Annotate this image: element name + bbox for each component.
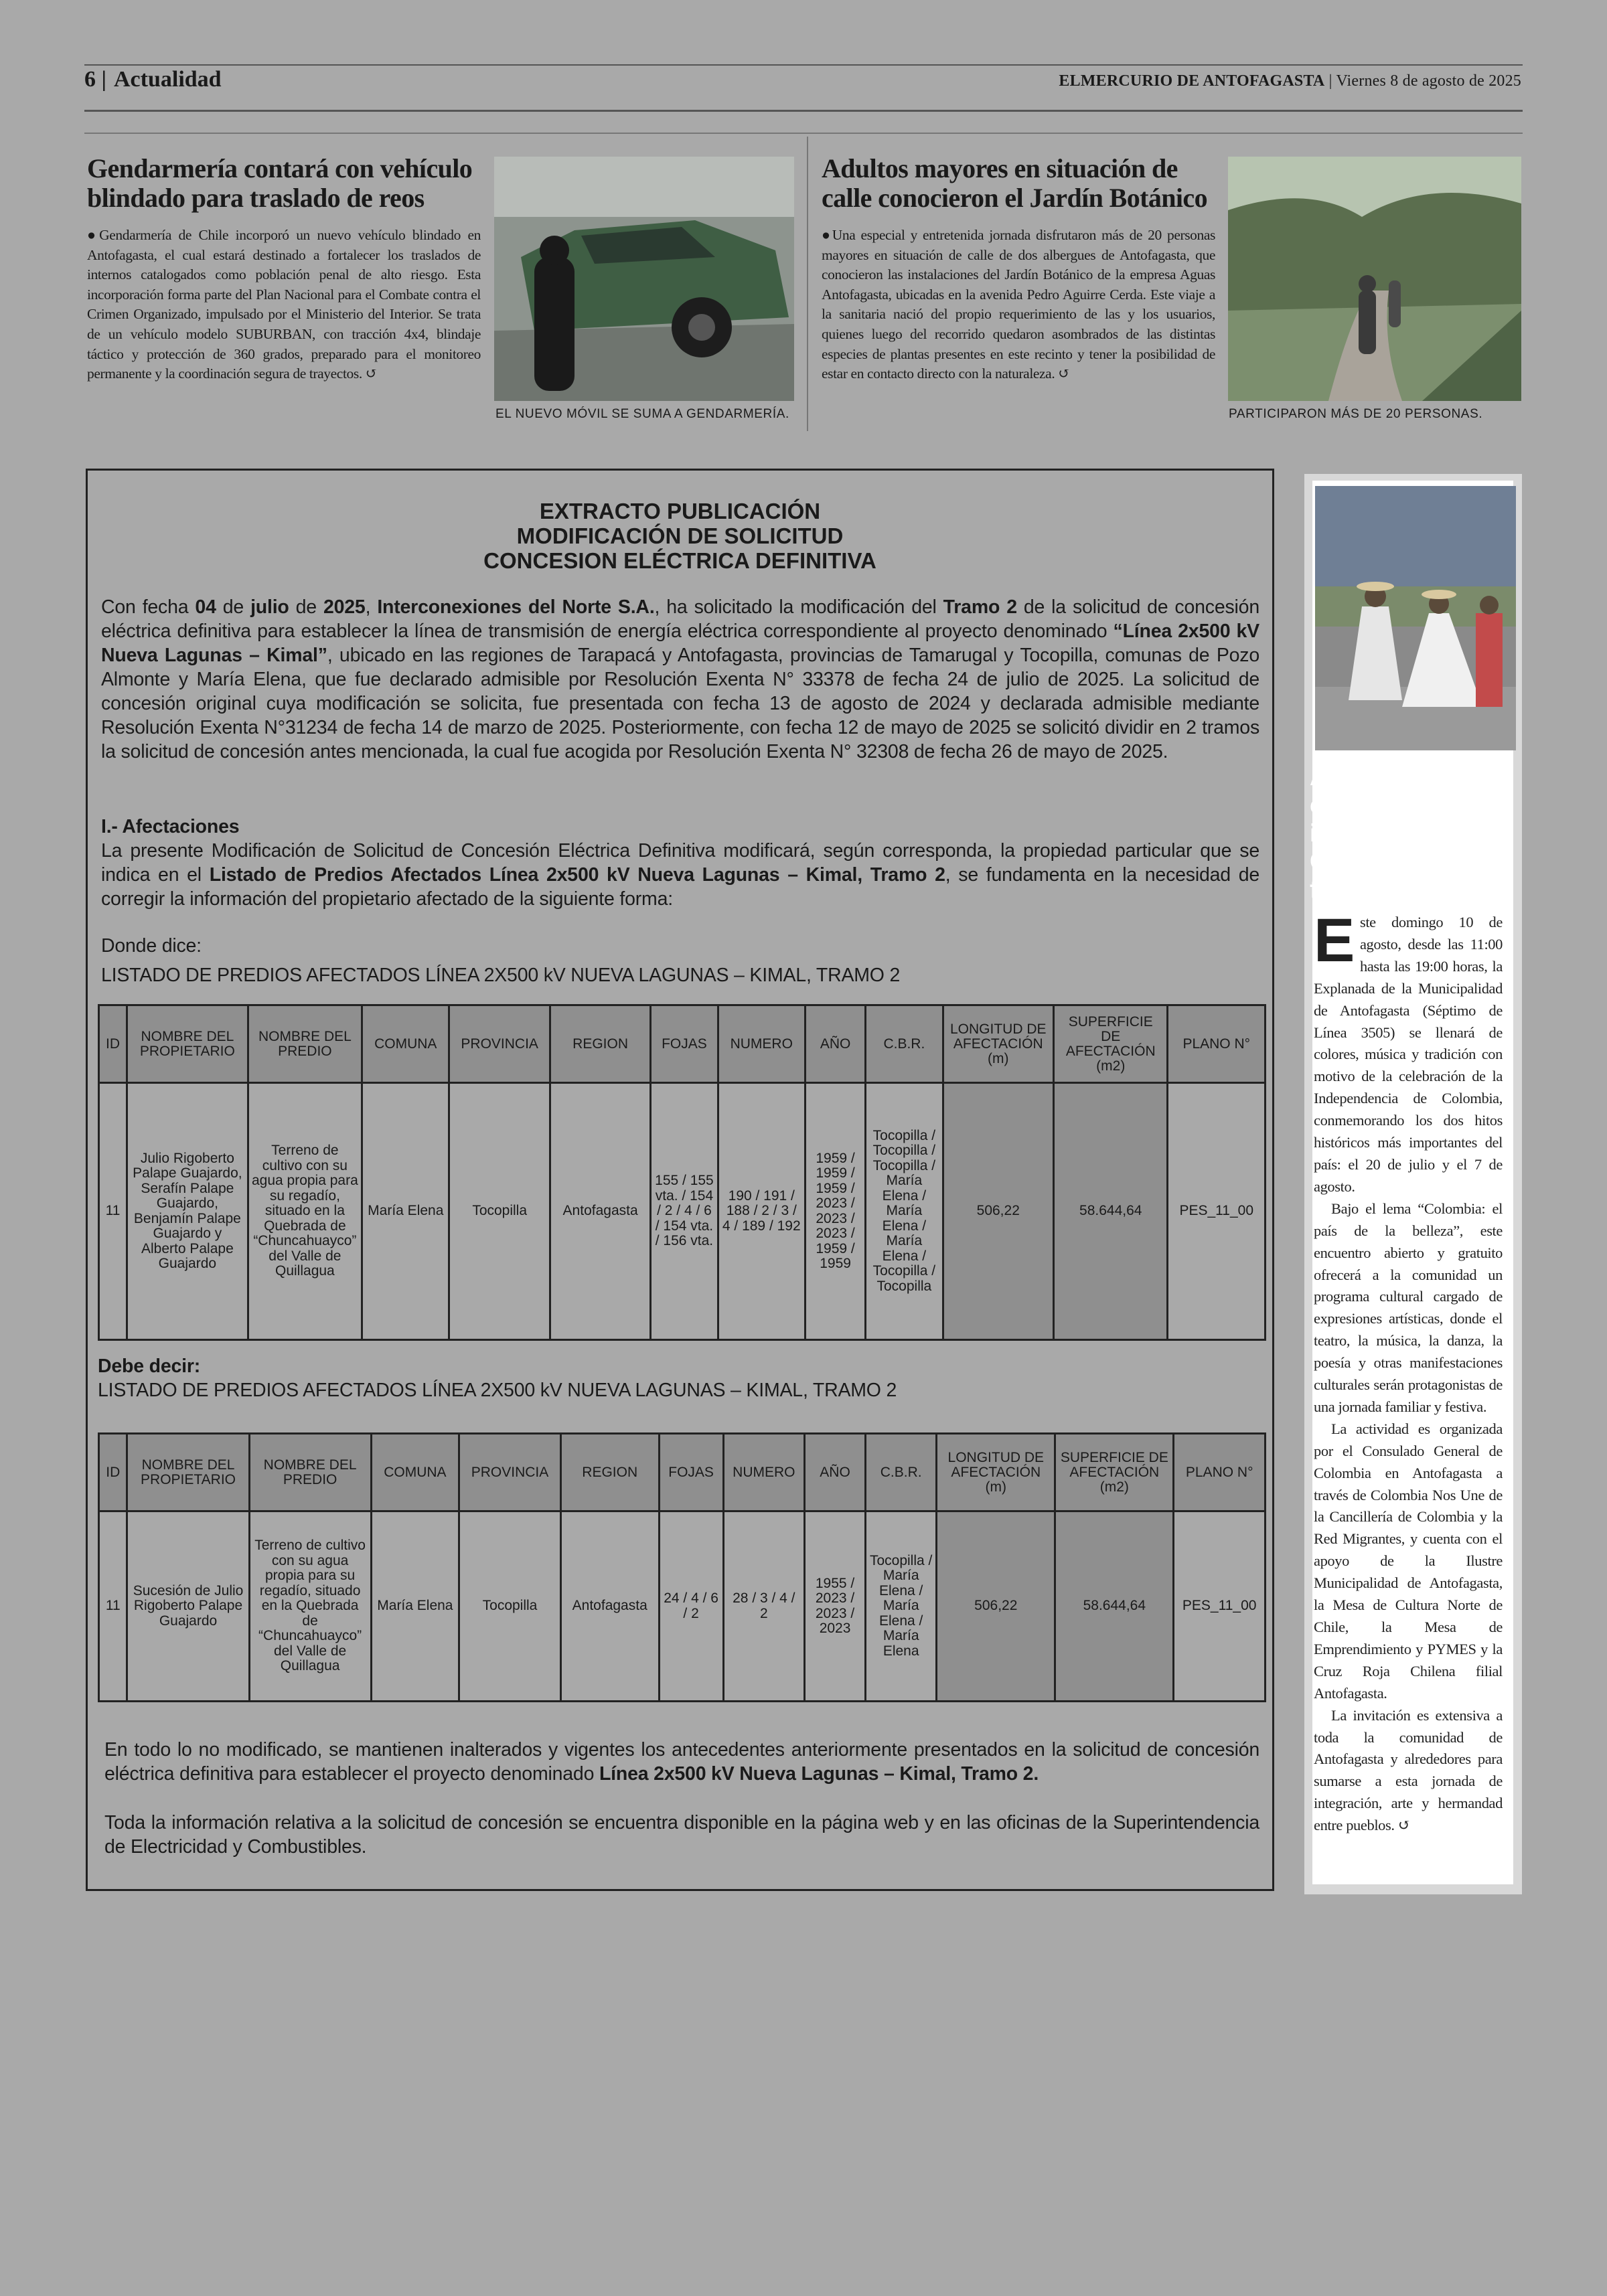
botanical-garden-photo	[1228, 157, 1521, 401]
sidebar-body: Este domingo 10 de agosto, desde las 11:00 hasta las 19:00 horas, la Explanada de la Municipalidad de Antofagasta (Séptimo de Línea 3505) se llenará de colores, música y tradición con motivo de la celebración de la Independencia de Colombia, conmemorando los dos hitos históricos más importantes del país: el 20 de julio y el 7 de agosto. Bajo el lema “Colombia: el país de la belleza”, este encuentro abierto y gratuito ofrecerá a la comunidad un programa cultural cargado de expresiones artísticas, donde el teatro, la música, la danza, la poesía y otras manifestaciones culturales serán protagonistas de una jornada familiar y festiva. La actividad es organizada por el Consulado General de Colombia en Antofagasta a través de Colombia Nos Une de la Cancillería de Colombia y la Red Migrantes, y cuenta con el apoyo de la Ilustre Municipalidad de Antofagasta, la Mesa de Cultura Norte de Chile, la Mesa de Emprendimiento y PYMES y la Cruz Roja Chilena filial Antofagasta. La invitación es extensiva a toda la comunidad de Antofagasta y alrededores para sumarse a esta jornada de integración, arte y hermandad entre pueblos. ↺	[1314, 906, 1503, 1834]
header-top-rule	[84, 64, 1523, 66]
story2-caption: PARTICIPARON MÁS DE 20 PERSONAS.	[1229, 407, 1483, 421]
table-row: 11 Sucesión de Julio Rigoberto Palape Guajardo Terreno de cultivo con su agua propia para su regadío, situado en la Quebrada de “Chuncahuayco” del Valle de Quillagua María Elena Tocopilla Antofagasta 24 / 4 / 6 / 2 28 / 3 / 4 / 2 1955 / 2023 / 2023 / 2023 Tocopilla / María Elena / María Elena / María Elena 506,22 58.644,64 PES_11_00	[99, 1511, 1266, 1702]
table-row: 11 Julio Rigoberto Palape Guajardo, Serafín Palape Guajardo, Benjamín Palape Guajardo y Alberto Palape Guajardo Terreno de cultivo con su agua propia para su regadío, situado en la Quebrada de “Chuncahuayco” del Valle de Quillagua María Elena Tocopilla Antofagasta 155 / 155 vta. / 154 / 2 / 4 / 6 / 154 vta. / 156 vta. 190 / 191 / 188 / 2 / 3 / 4 / 189 / 192 1959 / 1959 / 1959 / 2023 / 2023 / 2023 / 1959 / 1959 Tocopilla / Tocopilla / Tocopilla / María Elena / María Elena / María Elena / Tocopilla / Tocopilla 506,22 58.644,64 PES_11_00	[99, 1083, 1266, 1340]
dropcap: E	[1314, 906, 1355, 975]
end-mark-icon: ↺	[365, 365, 378, 382]
listado-title-2: LISTADO DE PREDIOS AFECTADOS LÍNEA 2X500 kV NUEVA LAGUNAS – KIMAL, TRAMO 2	[98, 1380, 897, 1401]
table-header-row: ID NOMBRE DEL PROPIETARIO NOMBRE DEL PREDIO COMUNA PROVINCIA REGION FOJAS NUMERO AÑO C.B.R. LONGITUD DE AFECTACIÓN (m) SUPERFICIE DE AFECTACIÓN (m2) PLANO N°	[99, 1005, 1266, 1083]
story1-headline: Gendarmería contará con vehículo blindado para traslado de reos	[87, 153, 473, 213]
story-divider	[807, 137, 808, 431]
story1-caption: EL NUEVO MÓVIL SE SUMA A GENDARMERÍA.	[495, 407, 789, 421]
masthead: ELMERCURIO DE ANTOFAGASTA | Viernes 8 de agosto de 2025	[1059, 72, 1521, 90]
afectaciones-text: La presente Modificación de Solicitud de Concesión Eléctrica Definitiva modificará, según corresponda, la propiedad particular que se indica en el Listado de Predios Afectados Línea 2x500 kV Nueva Lagunas – Kimal, Tramo 2, se fundamenta en la necesidad de corregir la información del propietario afectado de la siguiente forma:	[101, 840, 1259, 910]
story2-body: ●Una especial y entretenida jornada disfrutaron más de 20 personas mayores en situación de calle de dos albergues de Antofagasta, que conocieron las instalaciones del Jardín Botánico de la empresa Aguas Antofagasta, ubicadas en la avenida Pedro Aguirre Cerda. Este viaje a la sanitaria nació del propio requerimiento de las y los usuarios, quienes luego del recorrido quedaron asombrados de las distintas especies de plantas presentes en este recinto y tener la posibilidad de estar en contacto directo con la naturaleza. ↺	[822, 227, 1215, 382]
predios-table-original	[98, 1004, 1266, 1341]
sidebar-headline: Antofagasta celebra la independencia de Colombia con un festival artístico	[1310, 763, 1511, 903]
closing-paragraph-1: En todo lo no modificado, se mantienen inalterados y vigentes los antecedentes anteriormente presentados en la solicitud de concesión eléctrica definitiva para establecer el proyecto denominado Línea 2x500 kV Nueva Lagunas – Kimal, Tramo 2.	[104, 1739, 1259, 1785]
section-name: Actualidad	[114, 67, 222, 92]
legal-notice-box	[86, 469, 1274, 1891]
festival-photo	[1315, 486, 1516, 750]
story1-body: ●Gendarmería de Chile incorporó un nuevo vehículo blindado en Antofagasta, el cual estará destinado a fortalecer los traslados de internos catalogados como población penal de alto riesgo. Esta incorporación forma parte del Plan Nacional para el Combate contra el Crimen Organizado, impulsado por el Ministerio del Interior. Se trata de un vehículo modelo SUBURBAN, con tracción 4x4, blindaje táctico y protección de 360 grados, preparado para el monitoreo permanente y la coordinación segura de trayectos. ↺	[87, 227, 481, 382]
armored-vehicle-photo	[494, 157, 794, 401]
debe-decir-label: Debe decir:	[98, 1356, 201, 1377]
predios-table-corrected	[98, 1432, 1266, 1702]
bullet-icon: ●	[87, 227, 100, 243]
bullet-icon: ●	[822, 227, 832, 243]
page-number: 6 |	[84, 67, 106, 92]
notice-title: EXTRACTO PUBLICACIÓN MODIFICACIÓN DE SOLICITUD CONCESION ELÉCTRICA DEFINITIVA	[483, 499, 876, 573]
end-mark-icon: ↺	[1058, 365, 1070, 382]
header-bottom-rule	[84, 110, 1523, 112]
story2-headline: Adultos mayores en situación de calle conocieron el Jardín Botánico	[822, 153, 1207, 213]
notice-intro: Con fecha 04 de julio de 2025, Interconexiones del Norte S.A., ha solicitado la modificación del Tramo 2 de la solicitud de concesión eléctrica definitiva para establecer la línea de transmisión de energía eléctrica correspondiente al proyecto denominado “Línea 2x500 kV Nueva Lagunas – Kimal”, ubicado en las regiones de Tarapacá y Antofagasta, provincias de Tamarugal y Tocopilla, comunas de Pozo Almonte y María Elena, que fue declarado admisible por Resolución Exenta N° 33378 de fecha 24 de julio de 2025. La solicitud de concesión original cuya modificación se solicita, fue presentada con fecha 13 de agosto de 2024 y declarada admisible mediante Resolución Exenta N°31234 de fecha 14 de marzo de 2025. Posteriormente, con fecha 12 de mayo de 2025 se solicitó dividir en 2 tramos la solicitud de concesión antes mencionada, la cual fue acogida por Resolución Exenta N° 32308 de fecha 26 de mayo de 2025.	[101, 596, 1259, 762]
sidebar-colombia-festival	[1304, 474, 1522, 1894]
closing-paragraph-2: Toda la información relativa a la solicitud de concesión se encuentra disponible en la página web y en las oficinas de la Superintendencia de Electricidad y Combustibles.	[104, 1812, 1259, 1858]
listado-title-1: LISTADO DE PREDIOS AFECTADOS LÍNEA 2X500 kV NUEVA LAGUNAS – KIMAL, TRAMO 2	[101, 965, 901, 986]
header-sub-rule	[84, 133, 1523, 134]
donde-dice-label: Donde dice:	[101, 935, 202, 957]
afectaciones-heading: I.- Afectaciones	[101, 816, 240, 837]
table-header-row: ID NOMBRE DEL PROPIETARIO NOMBRE DEL PREDIO COMUNA PROVINCIA REGION FOJAS NUMERO AÑO C.B.R. LONGITUD DE AFECTACIÓN (m) SUPERFICIE DE AFECTACIÓN (m2) PLANO N°	[99, 1434, 1266, 1511]
end-mark-icon: ↺	[1397, 1817, 1411, 1834]
